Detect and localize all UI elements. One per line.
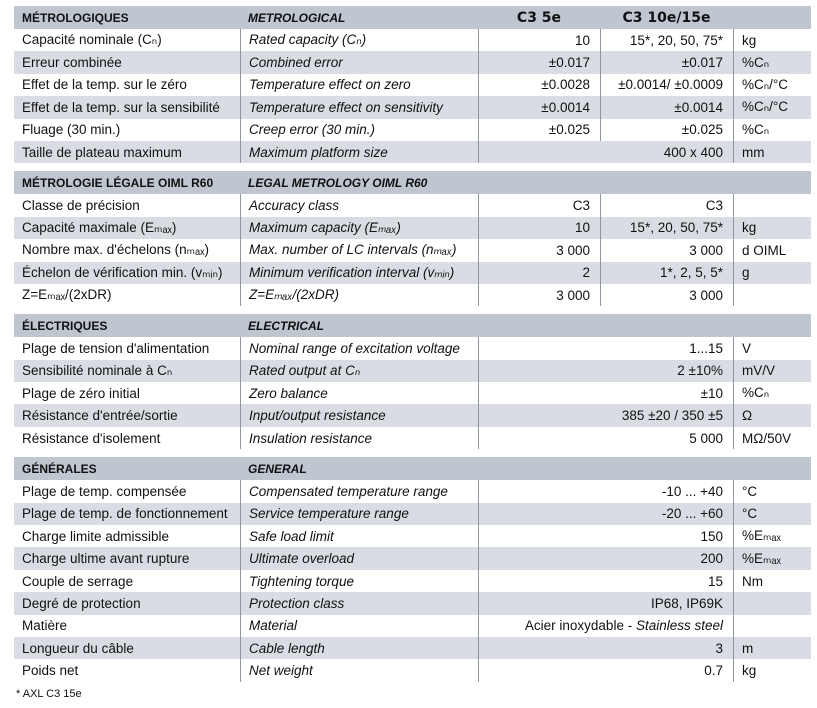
value-5e: ±0.017 <box>478 51 600 73</box>
value-5e: ±0.0028 <box>478 74 600 96</box>
table-row <box>14 570 811 592</box>
table-row <box>14 525 811 547</box>
header-en: METROLOGICAL <box>248 10 346 25</box>
table-row <box>14 615 811 637</box>
value-merged: IP68, IP69K <box>478 592 733 614</box>
value-10e: 3 000 <box>600 239 733 261</box>
label-en: Temperature effect on sensitivity <box>240 96 478 118</box>
unit: %Cₙ/°C <box>733 74 811 96</box>
value-merged: -20 ... +60 <box>478 503 733 525</box>
value-merged: 1...15 <box>478 337 733 359</box>
value-10e: C3 <box>600 194 733 216</box>
label-fr: Effet de la temp. sur le zéro <box>22 77 187 93</box>
label-en: Input/output resistance <box>240 404 478 426</box>
table-row <box>14 119 811 141</box>
label-en: Insulation resistance <box>240 427 478 449</box>
value-5e: 10 <box>478 217 600 239</box>
table-row <box>14 547 811 569</box>
label-en: Protection class <box>240 592 478 614</box>
value-merged: 385 ±20 / 350 ±5 <box>478 404 733 426</box>
table-row <box>14 659 811 681</box>
spec-sheet <box>14 6 811 690</box>
label-en: Ultimate overload <box>240 547 478 569</box>
label-en: Maximum capacity (Eₘₐₓ) <box>240 217 478 239</box>
table-row <box>14 96 811 118</box>
table-row <box>14 480 811 502</box>
label-en: Tightening torque <box>240 570 478 592</box>
value-10e: 1*, 2, 5, 5* <box>600 262 733 284</box>
label-en: Accuracy class <box>240 194 478 216</box>
unit: %Eₘₐₓ <box>733 525 811 547</box>
label-fr: Matière <box>22 618 68 634</box>
table-row <box>14 51 811 73</box>
table-row <box>14 592 811 614</box>
section-header <box>14 171 811 194</box>
table-row <box>14 382 811 404</box>
material-fr: Acier inoxydable - <box>524 618 636 634</box>
value-10e: 15*, 20, 50, 75* <box>600 29 733 51</box>
table-row <box>14 74 811 96</box>
value-10e: ±0.0014/ ±0.0009 <box>600 74 733 96</box>
section-electrical <box>14 314 811 449</box>
section-general <box>14 457 811 682</box>
unit <box>733 284 811 306</box>
table-row <box>14 337 811 359</box>
value-merged: 0.7 <box>478 659 733 681</box>
table-row <box>14 427 811 449</box>
table-row <box>14 360 811 382</box>
label-en: Z=Eₘₐₓ/(2xDR) <box>240 284 478 306</box>
label-fr: Plage de zéro initial <box>22 385 140 401</box>
label-fr: Effet de la temp. sur la sensibilité <box>22 99 220 115</box>
value-merged: 400 x 400 <box>478 141 733 163</box>
value-5e: 10 <box>478 29 600 51</box>
label-fr: Plage de temp. de fonctionnement <box>22 506 228 522</box>
section-header <box>14 314 811 337</box>
value-5e: ±0.0014 <box>478 96 600 118</box>
header-fr: ÉLECTRIQUES <box>22 318 108 333</box>
table-row <box>14 239 811 261</box>
label-fr: Classe de précision <box>22 198 140 214</box>
section-header <box>14 457 811 480</box>
value-5e: 3 000 <box>478 239 600 261</box>
unit: kg <box>733 29 811 51</box>
unit: °C <box>733 503 811 525</box>
unit: Ω <box>733 404 811 426</box>
table-row <box>14 262 811 284</box>
section-legal-metrology <box>14 171 811 306</box>
unit: mm <box>733 141 811 163</box>
value-10e: ±0.017 <box>600 51 733 73</box>
label-en: Rated output at Cₙ <box>240 360 478 382</box>
header-col3: C3 5e <box>516 9 562 26</box>
label-fr: Couple de serrage <box>22 573 134 589</box>
label-fr: Résistance d'entrée/sortie <box>22 408 178 424</box>
table-row <box>14 217 811 239</box>
value-merged: -10 ... +40 <box>478 480 733 502</box>
material-en: Stainless steel <box>635 618 723 634</box>
label-fr: Nombre max. d'échelons (nₘₐₓ) <box>22 242 210 258</box>
value-5e: 3 000 <box>478 284 600 306</box>
label-fr: Poids net <box>22 663 79 679</box>
unit: g <box>733 262 811 284</box>
unit: %Cₙ/°C <box>733 96 811 118</box>
label-fr: Capacité nominale (Cₙ) <box>22 32 162 48</box>
header-col4: C3 10e/15e <box>622 9 711 26</box>
label-fr: Longueur du câble <box>22 640 134 656</box>
label-fr: Plage de temp. compensée <box>22 483 187 499</box>
header-unit <box>733 6 811 29</box>
value-merged: 5 000 <box>478 427 733 449</box>
table-row <box>14 503 811 525</box>
value-merged: 3 <box>478 637 733 659</box>
label-fr: Erreur combinée <box>22 55 122 71</box>
label-en: Material <box>240 615 478 637</box>
label-fr: Échelon de vérification min. (vₘᵢₙ) <box>22 264 223 280</box>
unit: V <box>733 337 811 359</box>
section-header <box>14 6 811 29</box>
table-row <box>14 637 811 659</box>
footnote: * AXL C3 15e <box>16 688 82 700</box>
unit: kg <box>733 217 811 239</box>
header-en: GENERAL <box>248 461 307 476</box>
label-fr: Degré de protection <box>22 595 141 611</box>
unit: m <box>733 637 811 659</box>
value-5e: C3 <box>478 194 600 216</box>
value-merged: ±10 <box>478 382 733 404</box>
label-en: Compensated temperature range <box>240 480 478 502</box>
unit: °C <box>733 480 811 502</box>
unit: mV/V <box>733 360 811 382</box>
label-en: Creep error (30 min.) <box>240 119 478 141</box>
label-fr: Sensibilité nominale à Cₙ <box>22 362 173 378</box>
unit: Nm <box>733 570 811 592</box>
label-en: Minimum verification interval (vₘᵢₙ) <box>240 262 478 284</box>
value-merged: 2 ±10% <box>478 360 733 382</box>
section-metrological <box>14 6 811 163</box>
label-en: Safe load limit <box>240 525 478 547</box>
header-fr: MÉTROLOGIQUES <box>22 10 129 25</box>
unit: %Eₘₐₓ <box>733 547 811 569</box>
label-en: Cable length <box>240 637 478 659</box>
unit: d OIML <box>733 239 811 261</box>
label-fr: Capacité maximale (Eₘₐₓ) <box>22 219 177 235</box>
label-en: Combined error <box>240 51 478 73</box>
label-en: Nominal range of excitation voltage <box>240 337 478 359</box>
label-fr: Plage de tension d'alimentation <box>22 340 210 356</box>
value-merged: 150 <box>478 525 733 547</box>
value-10e: ±0.0014 <box>600 96 733 118</box>
header-en: LEGAL METROLOGY OIML R60 <box>248 175 428 190</box>
label-fr: Charge limite admissible <box>22 528 170 544</box>
value-10e: ±0.025 <box>600 119 733 141</box>
unit: %Cₙ <box>733 119 811 141</box>
label-en: Rated capacity (Cₙ) <box>240 29 478 51</box>
label-fr: Fluage (30 min.) <box>22 122 121 138</box>
header-fr: MÉTROLOGIE LÉGALE OIML R60 <box>22 175 214 190</box>
value-merged: 200 <box>478 547 733 569</box>
label-fr: Taille de plateau maximum <box>22 144 182 160</box>
unit: MΩ/50V <box>733 427 811 449</box>
label-en: Temperature effect on zero <box>240 74 478 96</box>
value-10e: 3 000 <box>600 284 733 306</box>
label-fr: Résistance d'isolement <box>22 430 161 446</box>
header-en: ELECTRICAL <box>248 318 324 333</box>
unit: kg <box>733 659 811 681</box>
label-en: Service temperature range <box>240 503 478 525</box>
label-fr: Charge ultime avant rupture <box>22 551 190 567</box>
header-fr: GÉNÉRALES <box>22 461 97 476</box>
unit <box>733 592 811 614</box>
unit: %Cₙ <box>733 51 811 73</box>
value-10e: 15*, 20, 50, 75* <box>600 217 733 239</box>
label-en: Max. number of LC intervals (nₘₐₓ) <box>240 239 478 261</box>
value-merged <box>478 615 733 637</box>
value-merged: 15 <box>478 570 733 592</box>
table-row <box>14 284 811 306</box>
value-5e: ±0.025 <box>478 119 600 141</box>
table-row <box>14 141 811 163</box>
label-en: Net weight <box>240 659 478 681</box>
table-row <box>14 194 811 216</box>
value-5e: 2 <box>478 262 600 284</box>
unit: %Cₙ <box>733 382 811 404</box>
unit <box>733 615 811 637</box>
label-en: Zero balance <box>240 382 478 404</box>
label-fr: Z=Eₘₐₓ/(2xDR) <box>22 287 112 303</box>
table-row <box>14 404 811 426</box>
unit <box>733 194 811 216</box>
table-row <box>14 29 811 51</box>
label-en: Maximum platform size <box>240 141 478 163</box>
